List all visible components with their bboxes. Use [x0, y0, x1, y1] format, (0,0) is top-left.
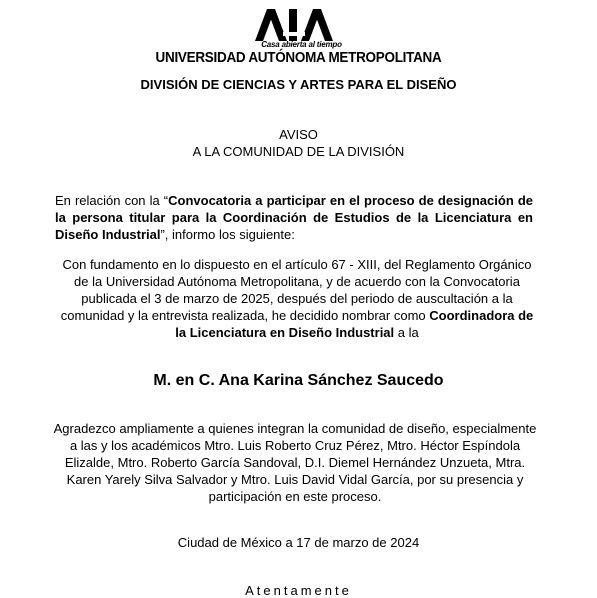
intro-paragraph — [55, 192, 533, 243]
appointee-name: M. en C. Ana Karina Sánchez Saucedo — [153, 372, 444, 389]
intro-tail: ”, informo los siguiente: — [160, 227, 295, 242]
division-name: DIVISIÓN DE CIENCIAS Y ARTES PARA EL DISEÑO — [140, 77, 457, 92]
appointment-paragraph — [55, 256, 539, 341]
date-line: Ciudad de México a 17 de marzo de 2024 — [177, 535, 420, 550]
thanks-paragraph: Agradezco ampliamente a quienes integran la comunidad de diseño, especialmente a las y los académicos Mtro. Luis Roberto Cruz Pérez, Mtro. Héctor Espíndola Elizalde, Mtro. Roberto García Sandoval, D.I. Diemel Hernández Unzueta, Mtra. Karen Yarely Silva Salvador y Mtro. Luis David Vidal García, por su presencia y participación en este proceso. — [53, 421, 537, 504]
position-title: Coordinadora de la Licenciatura en Diseño Industrial — [175, 308, 534, 340]
university-name: UNIVERSIDAD AUTÓNOMA METROPOLITANA — [155, 50, 442, 66]
university-tagline: Casa abierta al tiempo — [261, 40, 342, 49]
appointment-lead: Con fundamento en lo dispuesto en el artículo 67 - XIII, del Reglamento Orgánico de la Universidad Autónoma Metropolitana, y de acuerdo con la Convocatoria publicada el 3 de marzo de 2025, después del periodo de auscultación a la comunidad y la entrevista realizada, he decidido nombrar como — [60, 257, 532, 323]
convocatoria-title: Convocatoria a participar en el proceso de designación de la persona titular para la Coordinación de Estudios de la Licenciatura en Diseño Industrial — [55, 193, 534, 242]
notice-subtitle: A LA COMUNIDAD DE LA DIVISIÓN — [192, 144, 405, 159]
notice-heading — [0, 126, 597, 160]
intro-lead: En relación con la “ — [55, 193, 169, 208]
notice-title: AVISO — [279, 127, 318, 142]
uam-logo — [253, 8, 335, 42]
closing-line: Atentamente — [245, 583, 352, 598]
appointment-tail: a la — [394, 325, 419, 340]
